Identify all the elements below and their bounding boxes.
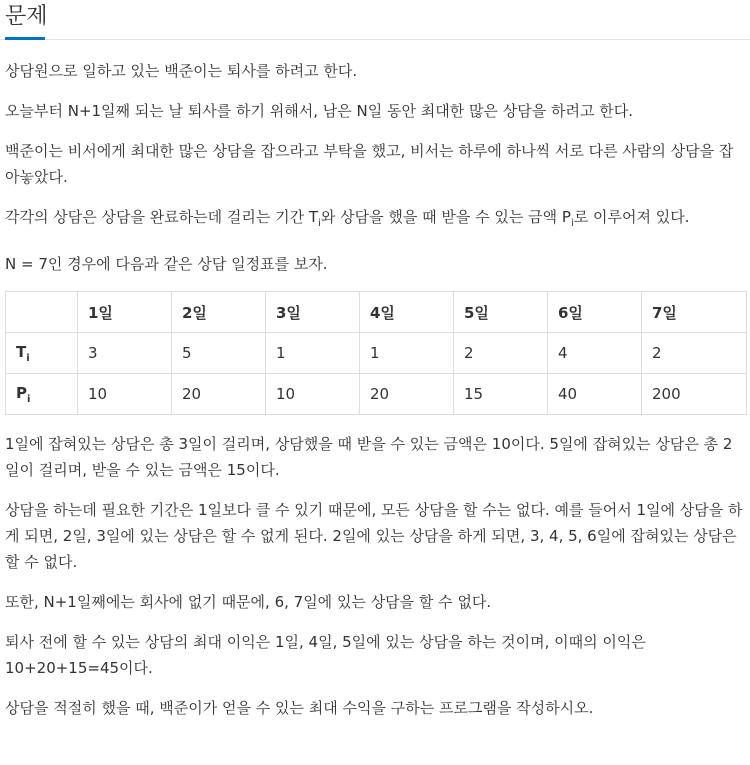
paragraph-5: N = 7인 경우에 다음과 같은 상담 일정표를 보자. — [5, 255, 328, 273]
table-header-row — [6, 292, 747, 333]
paragraph-8: 또한, N+1일째에는 회사에 없기 때문에, 6, 7일에 있는 상담을 할 수 없다. — [5, 593, 492, 611]
section-title: 문제 — [5, 4, 48, 29]
row-label-p — [6, 374, 78, 415]
table-header-cell: 4일 — [360, 292, 454, 333]
title-underline — [5, 37, 45, 40]
row-label-subscript: i — [27, 393, 31, 405]
table-cell: 5 — [172, 333, 266, 374]
table-cell: 10 — [78, 374, 172, 415]
table-cell: 20 — [360, 374, 454, 415]
paragraph-3: 백준이는 비서에게 최대한 많은 상담을 잡으라고 부탁을 했고, 비서는 하루에 하나씩 서로 다른 사람의 상담을 잡아놓았다. — [5, 142, 734, 186]
subscript-i: i — [570, 218, 574, 229]
paragraph-1: 상담원으로 일하고 있는 백준이는 퇴사를 하려고 한다. — [5, 62, 358, 80]
table-cell: 200 — [642, 374, 747, 415]
table-header-cell: 5일 — [454, 292, 548, 333]
table-cell: 3 — [78, 333, 172, 374]
table-cell: 10 — [266, 374, 360, 415]
table-header-cell — [6, 292, 78, 333]
paragraph-4-part-a: 각각의 상담은 상담을 완료하는데 걸리는 기간 T — [5, 208, 319, 226]
table-cell: 2 — [454, 333, 548, 374]
schedule-table — [5, 291, 747, 415]
table-header-cell: 1일 — [78, 292, 172, 333]
problem-description — [5, 58, 745, 735]
row-label-subscript: i — [26, 352, 30, 364]
table-cell: 2 — [642, 333, 747, 374]
table-cell: 40 — [548, 374, 642, 415]
table-cell: 4 — [548, 333, 642, 374]
row-label-text: P — [16, 383, 27, 402]
table-cell: 1 — [266, 333, 360, 374]
table-header-cell: 7일 — [642, 292, 747, 333]
paragraph-2: 오늘부터 N+1일째 되는 날 퇴사를 하기 위해서, 남은 N일 동안 최대한 많은 상담을 하려고 한다. — [5, 102, 633, 120]
paragraph-4-part-c: 로 이루어져 있다. — [573, 208, 690, 226]
subscript-i: i — [318, 218, 321, 229]
table-cell: 1 — [360, 333, 454, 374]
row-label-t — [6, 333, 78, 374]
table-header-cell: 6일 — [548, 292, 642, 333]
paragraph-7: 상담을 하는데 필요한 기간은 1일보다 클 수 있기 때문에, 모든 상담을 할 수는 없다. 예를 들어서 1일에 상담을 하게 되면, 2일, 3일에 있는 상담은 할 수 없게 된다. 2일에 있는 상담을 하게 되면, 3, 4, 5, 6일에 잡혀있는 상담은 할 수 없다. — [5, 501, 743, 571]
table-header-cell: 2일 — [172, 292, 266, 333]
table-cell: 15 — [454, 374, 548, 415]
table-cell: 20 — [172, 374, 266, 415]
table-row-p — [6, 374, 747, 415]
paragraph-10: 상담을 적절히 했을 때, 백준이가 얻을 수 있는 최대 수익을 구하는 프로그램을 작성하시오. — [5, 699, 594, 717]
paragraph-9: 퇴사 전에 할 수 있는 상담의 최대 이익은 1일, 4일, 5일에 있는 상담을 하는 것이며, 이때의 이익은 10+20+15=45이다. — [5, 633, 646, 677]
paragraph-4 — [5, 204, 745, 237]
table-header-cell: 3일 — [266, 292, 360, 333]
paragraph-6: 1일에 잡혀있는 상담은 총 3일이 걸리며, 상담했을 때 받을 수 있는 금액은 10이다. 5일에 잡혀있는 상담은 총 2일이 걸리며, 받을 수 있는 금액은 15이다. — [5, 435, 733, 479]
section-header — [0, 0, 750, 40]
row-label-text: T — [16, 342, 27, 361]
table-row-t — [6, 333, 747, 374]
paragraph-4-part-b: 와 상담을 했을 때 받을 수 있는 금액 P — [320, 208, 571, 226]
